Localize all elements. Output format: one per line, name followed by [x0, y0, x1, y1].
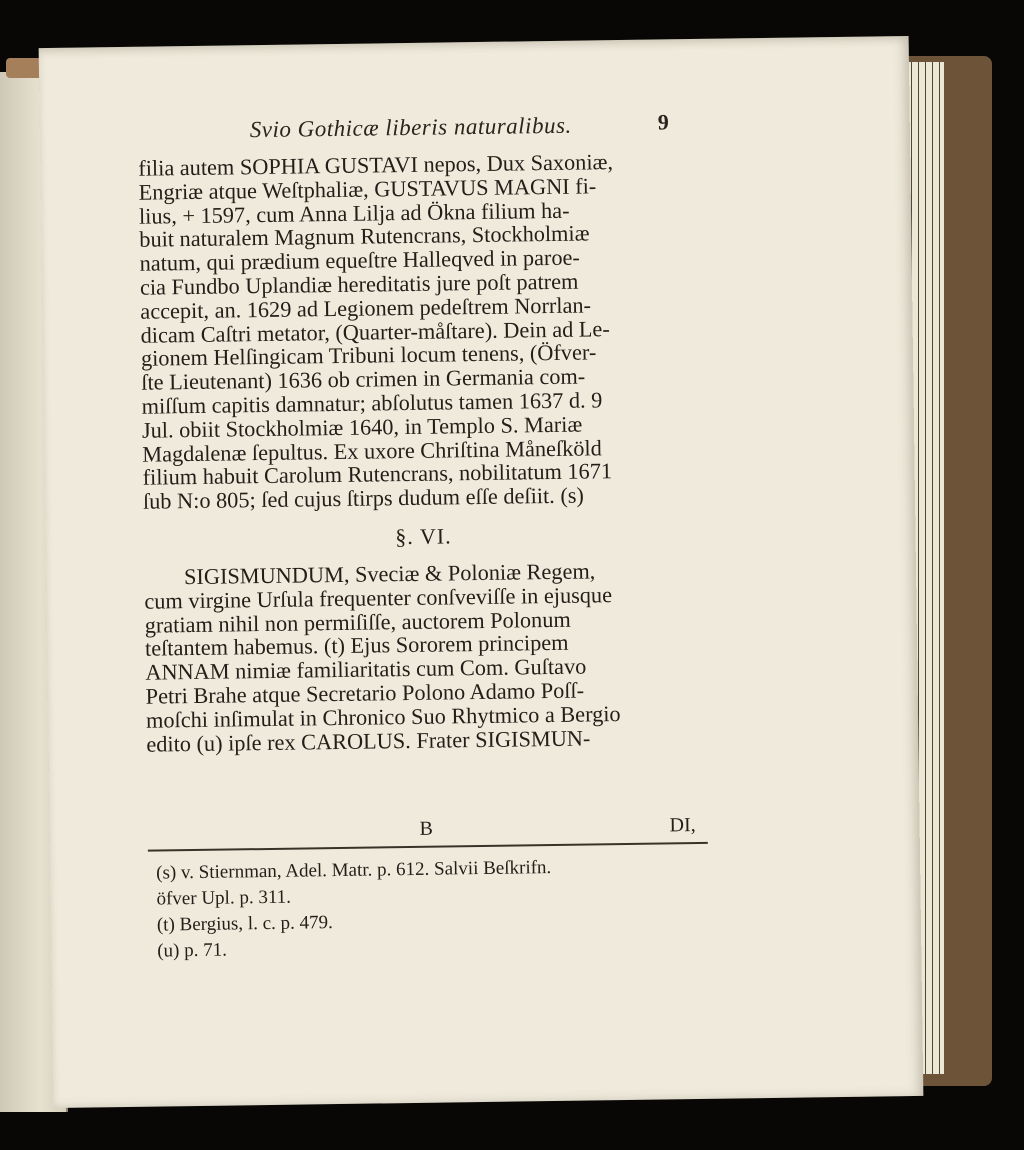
- text-line: cum virgine Urſula frequenter conſveviſſe in ejusque: [144, 581, 613, 614]
- text-line: gionem Helſingicam Tribuni locum tenens, (Öfver-: [140, 339, 597, 372]
- page-number: 9: [657, 109, 669, 135]
- catchword: DI,: [669, 814, 696, 837]
- text-line: accepit, an. 1629 ad Legionem pedeſtrem Norrlan-: [140, 292, 592, 324]
- section-heading: §. VI.: [395, 523, 452, 550]
- text-line: edito (u) ipſe rex CAROLUS. Frater SIGISMUN-: [146, 725, 591, 757]
- text-line: filium habuit Carolum Rutencrans, nobilitatum 1671: [142, 458, 613, 491]
- text-line: Petri Brahe atque Secretario Polono Adamo Poſſ-: [145, 677, 585, 709]
- text-line: moſchi inſimulat in Chronico Suo Rhytmico a Bergio: [145, 700, 621, 733]
- text-line: buit naturalem Magnum Rutencrans, Stockholmiæ: [139, 220, 590, 253]
- text-line: Jul. obiit Stockholmiæ 1640, in Templo S. Mariæ: [141, 411, 583, 443]
- footnote-line: (t) Bergius, l. c. p. 479.: [156, 912, 333, 936]
- footnotes: [156, 853, 717, 965]
- text-line: dicam Caſtri metator, (Quarter-måſtare). Dein ad Le-: [140, 315, 610, 348]
- text-line: gratiam nihil non permiſiſſe, auctorem Polonum: [144, 606, 571, 638]
- book-page: [39, 36, 924, 1108]
- text-line: teſtantem habemus. (t) Ejus Sororem principem: [144, 630, 569, 662]
- text-line: miſſum capitis damnatur; abſolutus tamen 1637 d. 9: [141, 387, 603, 419]
- text-line: ſub N:o 805; ſed cujus ſtirps dudum eſſe deſiit. (s): [142, 482, 585, 514]
- main-text: [138, 149, 706, 756]
- text-line: ANNAM nimiæ familiaritatis cum Com. Guſtavo: [145, 653, 587, 685]
- footnote-line: (s) v. Stiernman, Adel. Matr. p. 612. Salvii Beſkrifn.: [156, 857, 552, 884]
- footnote-line: öfver Upl. p. 311.: [156, 886, 292, 910]
- text-line: Magdalenæ ſepultus. Ex uxore Chriſtina Måneſköld: [142, 434, 602, 467]
- footnote-line: (u) p. 71.: [157, 939, 228, 962]
- text-line: cia Fundbo Uplandiæ hereditatis jure poſt patrem: [139, 268, 579, 300]
- signature-mark: B: [419, 817, 434, 840]
- text-line: natum, qui prædium equeſtre Halleqved in paroe-: [139, 244, 581, 276]
- text-line: filia autem SOPHIA GUSTAVI nepos, Dux Saxoniæ,: [138, 149, 614, 181]
- text-line: Engriæ atque Weſtphaliæ, GUSTAVUS MAGNI fi-: [138, 173, 597, 205]
- text-line: ſte Lieutenant) 1636 ob crimen in Germania com-: [141, 363, 586, 395]
- text-line: SIGISMUNDUM, Sveciæ & Poloniæ Regem,: [183, 558, 596, 590]
- text-line: lius, + 1597, cum Anna Lilja ad Ökna filium ha-: [138, 197, 570, 229]
- running-title: Svio Gothicæ liberis naturalibus.: [249, 112, 572, 143]
- footnote-rule: [148, 842, 708, 852]
